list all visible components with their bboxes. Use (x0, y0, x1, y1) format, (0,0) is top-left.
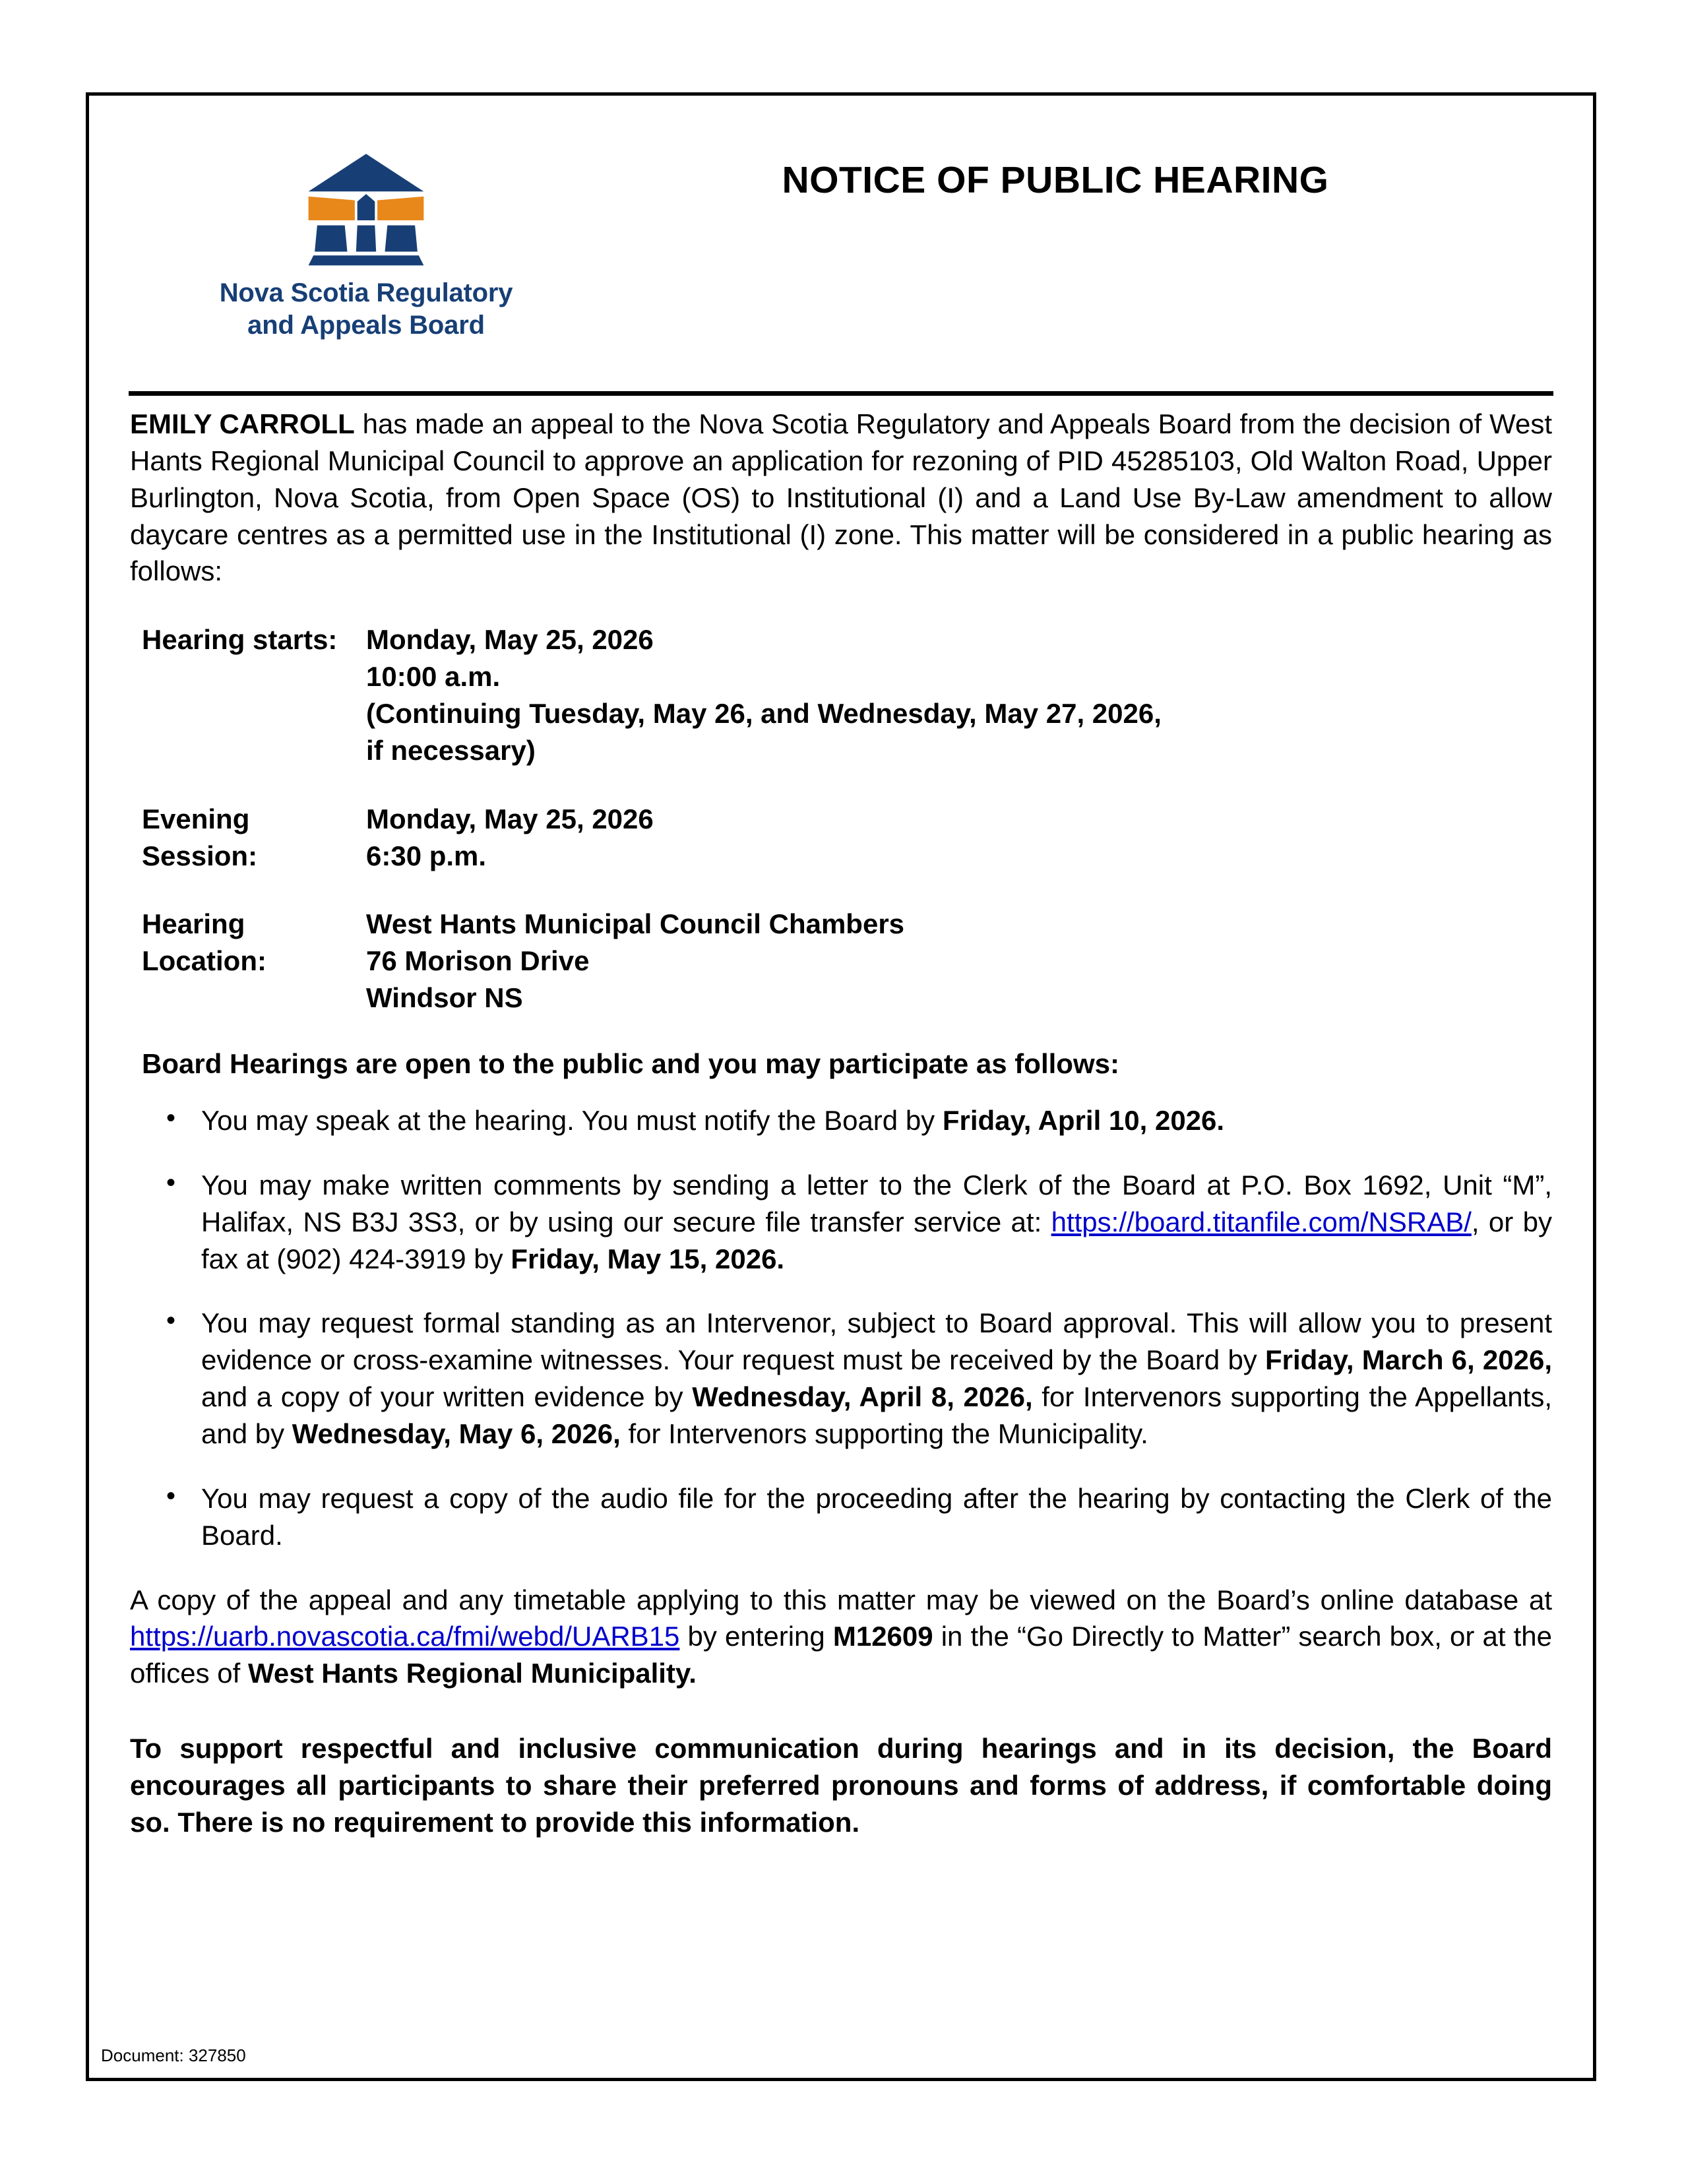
bullet2-deadline: Friday, May 15, 2026. (511, 1243, 785, 1274)
page-title: NOTICE OF PUBLIC HEARING (782, 159, 1329, 201)
bullet3-deadline-3: Wednesday, May 6, 2026, (292, 1418, 621, 1450)
detail-value-line: 10:00 a.m. (366, 661, 501, 693)
detail-value-line: 76 Morison Drive (366, 945, 590, 977)
municipality-name: West Hants Regional Municipality. (248, 1658, 697, 1689)
matter-number: M12609 (832, 1621, 933, 1652)
list-item (130, 1102, 1552, 1139)
detail-values (366, 801, 1552, 875)
intro-text: has made an appeal to the Nova Scotia Regulatory and Appeals Board from the decision of West Hants Regional Municipal Council to approve an application for rezoning of PID 45285103, Old Walton Road, Upper Burlington, Nova Scotia, from Open Space (OS) to Institutional (I) and a Land Use By-Law amendment to allow daycare centres as a permitted use in the Institutional (I) zone. This matter will be considered in a public hearing as follows: (130, 408, 1552, 587)
board-name-line2: and Appeals Board (247, 310, 485, 340)
detail-row-hearing-location (142, 906, 1552, 1016)
uarb-database-link[interactable]: https://uarb.novascotia.ca/fmi/webd/UARB15 (130, 1621, 680, 1652)
courthouse-logo-icon (303, 145, 429, 270)
board-name-line1: Nova Scotia Regulatory (219, 278, 513, 307)
closing-paragraph (130, 1582, 1552, 1693)
titanfile-link[interactable]: https://board.titanfile.com/NSRAB/ (1051, 1206, 1472, 1237)
detail-value-line: Monday, May 25, 2026 (366, 803, 654, 834)
detail-values (366, 621, 1552, 768)
participation-list (130, 1102, 1552, 1554)
detail-row-evening-session (142, 801, 1552, 875)
document-page (86, 92, 1596, 2081)
bullet2-text: You may make written comments by sending a letter to the Clerk of the Board at P.O. Box 1692, Unit “M”, Halifax, NS B3J 3S3, or by using our secure file transfer service at: (201, 1169, 1552, 1237)
board-brand (168, 145, 564, 342)
detail-value-line: Monday, May 25, 2026 (366, 624, 654, 656)
document-body (89, 406, 1593, 1841)
list-item (130, 1167, 1552, 1278)
appellant-name: EMILY CARROLL (130, 408, 355, 439)
bullet1-text: You may speak at the hearing. You must notify the Board by (201, 1105, 943, 1137)
bullet3-deadline-2: Wednesday, April 8, 2026, (692, 1381, 1033, 1413)
document-footer: Document: 327850 (101, 2045, 246, 2065)
detail-values (366, 906, 1552, 1016)
document-header (89, 96, 1593, 359)
detail-value-line: Windsor NS (366, 982, 523, 1014)
detail-label: Evening Session: (142, 803, 258, 871)
detail-label: Hearing starts: (142, 624, 338, 656)
bullet4-text: You may request a copy of the audio file for the proceeding after the hearing by contacting the Clerk of the Board. (201, 1482, 1552, 1551)
header-divider (129, 391, 1553, 396)
list-item (130, 1305, 1552, 1452)
list-item (130, 1480, 1552, 1554)
bullet3-text: You may request formal standing as an Intervenor, subject to Board approval. This will allow you to present evidence or cross-examine witnesses. Your request must be received by the Board by (201, 1307, 1552, 1376)
pronouns-statement: To support respectful and inclusive communication during hearings and in its decision, the Board encourages all participants to share their preferred pronouns and forms of address, if comfortable doing so. There is no requirement to provide this information. (130, 1733, 1552, 1838)
bullet1-deadline: Friday, April 10, 2026. (942, 1105, 1225, 1137)
bullet2-mid: , or by fax at (902) 424-3919 by (201, 1206, 1552, 1274)
detail-value-line: 6:30 p.m. (366, 840, 487, 871)
hearing-details (130, 621, 1552, 1016)
closing-mid: by entering (679, 1621, 833, 1652)
intro-paragraph (130, 406, 1552, 590)
closing-pre: A copy of the appeal and any timetable applying to this matter may be viewed on the Board’s online database at (130, 1584, 1552, 1615)
participate-heading: Board Hearings are open to the public and you may participate as follows: (142, 1048, 1119, 1080)
page-content (89, 96, 1593, 2078)
bullet3-deadline-1: Friday, March 6, 2026, (1265, 1344, 1553, 1376)
detail-label: Hearing Location: (142, 908, 266, 977)
detail-row-hearing-starts (142, 621, 1552, 768)
bullet3-mid-2: for Intervenors supporting the Appellants, and by (201, 1381, 1552, 1450)
board-name (168, 277, 564, 342)
bullet3-end: for Intervenors supporting the Municipality. (620, 1418, 1148, 1450)
detail-value-line: (Continuing Tuesday, May 26, and Wednesday, May 27, 2026, (366, 698, 1162, 730)
closing-mid2: in the “Go Directly to Matter” search box, or at the offices of (130, 1621, 1552, 1689)
detail-value-line: if necessary) (366, 734, 536, 766)
detail-value-line: West Hants Municipal Council Chambers (366, 908, 905, 940)
bullet3-mid-1: and a copy of your written evidence by (201, 1381, 693, 1413)
